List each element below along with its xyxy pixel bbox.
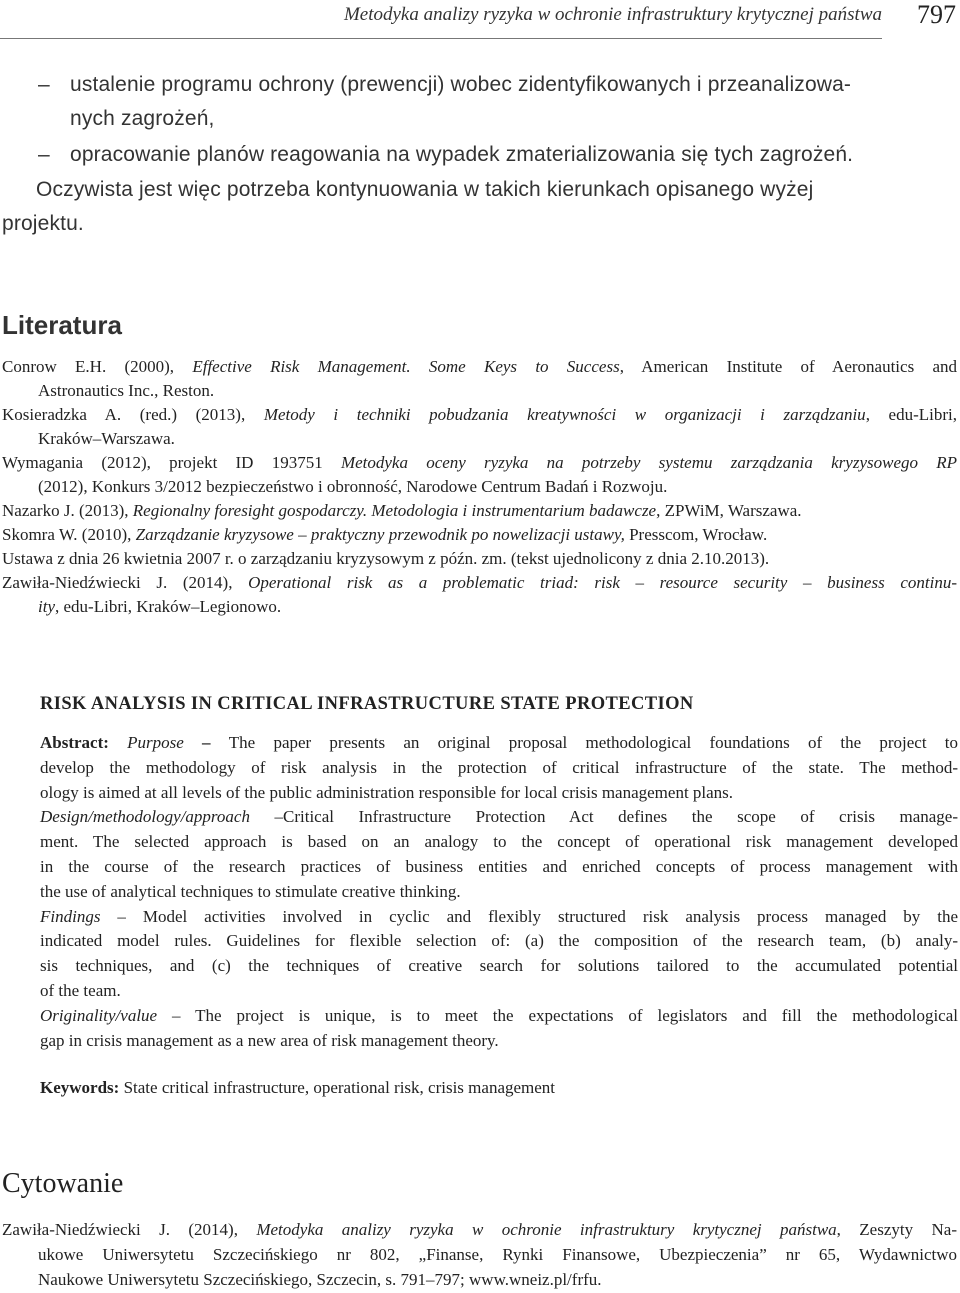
paragraph-line-1: Oczywista jest więc potrzeba kontynuowania w takich kierunkach opisanego wyżej [36, 178, 814, 201]
abstract-line: of the team. [40, 980, 121, 1000]
reference-item [2, 355, 957, 379]
bullet-1-line-2: nych zagrożeń, [70, 107, 215, 130]
abstract-line [40, 805, 958, 830]
reference-item [2, 403, 957, 427]
reference-publisher: , edu-Libri, [865, 405, 957, 424]
abstract-line: ology is aimed at all levels of the public administration responsible for local crisis management plans. [40, 782, 734, 802]
literature-list [2, 355, 957, 619]
citation-line [2, 1218, 957, 1243]
reference-title: Effective Risk Management. Some Keys to Success [192, 357, 620, 376]
keywords-text: State critical infrastructure, operational risk, crisis management [119, 1078, 556, 1097]
abstract-text: – Model activities involved in cyclic and flexibly structured risk analysis process managed by the [100, 906, 958, 926]
abstract-line: indicated model rules. Guidelines for flexible selection of: (a) the composition of the research team, (b) analy- [40, 931, 958, 951]
findings-label: Findings [40, 906, 101, 926]
abstract-line [40, 905, 958, 930]
citation-line: Naukowe Uniwersytetu Szczecińskiego, Szczecin, s. 791–797; www.wneiz.pl/frfu. [38, 1269, 602, 1289]
abstract-line: develop the methodology of risk analysis in the protection of critical infrastructure of the state. The method- [40, 757, 958, 777]
abstract-block [40, 731, 958, 1053]
citation-block [2, 1218, 957, 1292]
reference-title: Operational risk as a problematic triad: risk – resource security – business continu- [248, 573, 957, 592]
keywords-label: Keywords: [40, 1078, 120, 1097]
english-title: RISK ANALYSIS IN CRITICAL INFRASTRUCTURE STATE PROTECTION [40, 694, 694, 714]
reference-title: Regionalny foresight gospodarczy. Metodologia i instrumentarium badawcze [132, 501, 657, 520]
citation-heading: Cytowanie [2, 1168, 124, 1199]
abstract-label: Abstract: [40, 733, 109, 752]
reference-item [2, 523, 957, 547]
citation-author: Zawiła-Niedźwiecki J. (2014), [2, 1220, 257, 1239]
bullet-dash: – [38, 143, 50, 166]
originality-label: Originality/value [40, 1005, 158, 1025]
abstract-line: the use of analytical techniques to stimulate creative thinking. [40, 881, 461, 901]
citation-title: Metodyka analizy ryzyka w ochronie infrastruktury krytycznej państwa [256, 1220, 837, 1239]
literature-heading: Literatura [2, 310, 122, 340]
reference-item: Ustawa z dnia 26 kwietnia 2007 r. o zarządzaniu kryzysowym z późn. zm. (tekst ujednolicony z dnia 2.10.2013). [2, 549, 770, 568]
header-rule [0, 38, 882, 39]
reference-author: Nazarko J. (2013), [2, 501, 133, 520]
reference-publisher: , ZPWiM, Warszawa. [656, 501, 802, 520]
reference-publisher: , American Institute of Aeronautics and [619, 357, 958, 376]
abstract-line: gap in crisis management as a new area of risk management theory. [40, 1030, 499, 1050]
reference-author: Kosieradzka A. (red.) (2013), [2, 405, 264, 424]
reference-item [2, 451, 957, 475]
reference-item [2, 571, 957, 595]
reference-publisher: Presscom, Wrocław. [624, 525, 768, 544]
abstract-text: – The project is unique, is to meet the expectations of legislators and fill the methodological [157, 1005, 958, 1025]
citation-line: ukowe Uniwersytetu Szczecińskiego nr 802, „Finanse, Rynki Finansowe, Ubezpieczenia” nr 65, Wydawnictwo [38, 1244, 957, 1264]
citation-journal: , Zeszyty Na- [836, 1220, 957, 1239]
reference-title: Metodyka oceny ryzyka na potrzeby systemu zarządzania kryzysowego RP [340, 453, 957, 472]
reference-title-end: ity [38, 597, 55, 616]
abstract-text: –Critical Infrastructure Protection Act defines the scope of crisis manage- [249, 807, 958, 827]
keywords-line [40, 1076, 958, 1101]
reference-continuation [2, 595, 957, 619]
abstract-line: ment. The selected approach is based on an analogy to the concept of operational risk management developed [40, 832, 958, 852]
bullet-2-line-1: opracowanie planów reagowania na wypadek zmaterializowania się tych zagrożeń. [70, 143, 854, 166]
paragraph-line-2: projektu. [2, 212, 84, 235]
page-number: 797 [917, 0, 956, 29]
reference-author: Conrow E.H. (2000), [2, 357, 193, 376]
reference-continuation: Kraków–Warszawa. [38, 429, 175, 448]
abstract-text: The paper presents an original proposal methodological foundations of the project to [228, 733, 958, 752]
reference-title: Metody i techniki pobudzania kreatywności w organizacji i zarządzaniu [263, 405, 866, 424]
abstract-line [40, 731, 958, 756]
purpose-label: Purpose [127, 733, 184, 752]
abstract-line: in the course of the research practices of business entities and enriched concepts of process management with [40, 856, 958, 876]
reference-continuation: Astronautics Inc., Reston. [38, 381, 215, 400]
bullet-1-line-1: ustalenie programu ochrony (prewencji) wobec zidentyfikowanych i przeanalizowa- [70, 73, 852, 96]
purpose-dash: – [183, 733, 229, 752]
reference-continuation: (2012), Konkurs 3/2012 bezpieczeństwo i obronność, Narodowe Centrum Badań i Rozwoju. [38, 477, 668, 496]
reference-publisher: , edu-Libri, Kraków–Legionowo. [55, 597, 282, 616]
reference-title: Zarządzanie kryzysowe – praktyczny przewodnik po nowelizacji ustawy, [135, 525, 625, 544]
abstract-line: sis techniques, and (c) the techniques of creative search for solutions tailored to the accumulated potential [40, 956, 958, 976]
reference-item [2, 499, 957, 523]
abstract-line [40, 1004, 958, 1029]
reference-author: Zawiła-Niedźwiecki J. (2014), [2, 573, 249, 592]
bullet-dash: – [38, 73, 50, 96]
design-label: Design/methodology/approach [40, 807, 250, 827]
running-title: Metodyka analizy ryzyka w ochronie infrastruktury krytycznej państwa [343, 4, 882, 25]
reference-author: Skomra W. (2010), [2, 525, 136, 544]
reference-author: Wymagania (2012), projekt ID 193751 [2, 453, 341, 472]
